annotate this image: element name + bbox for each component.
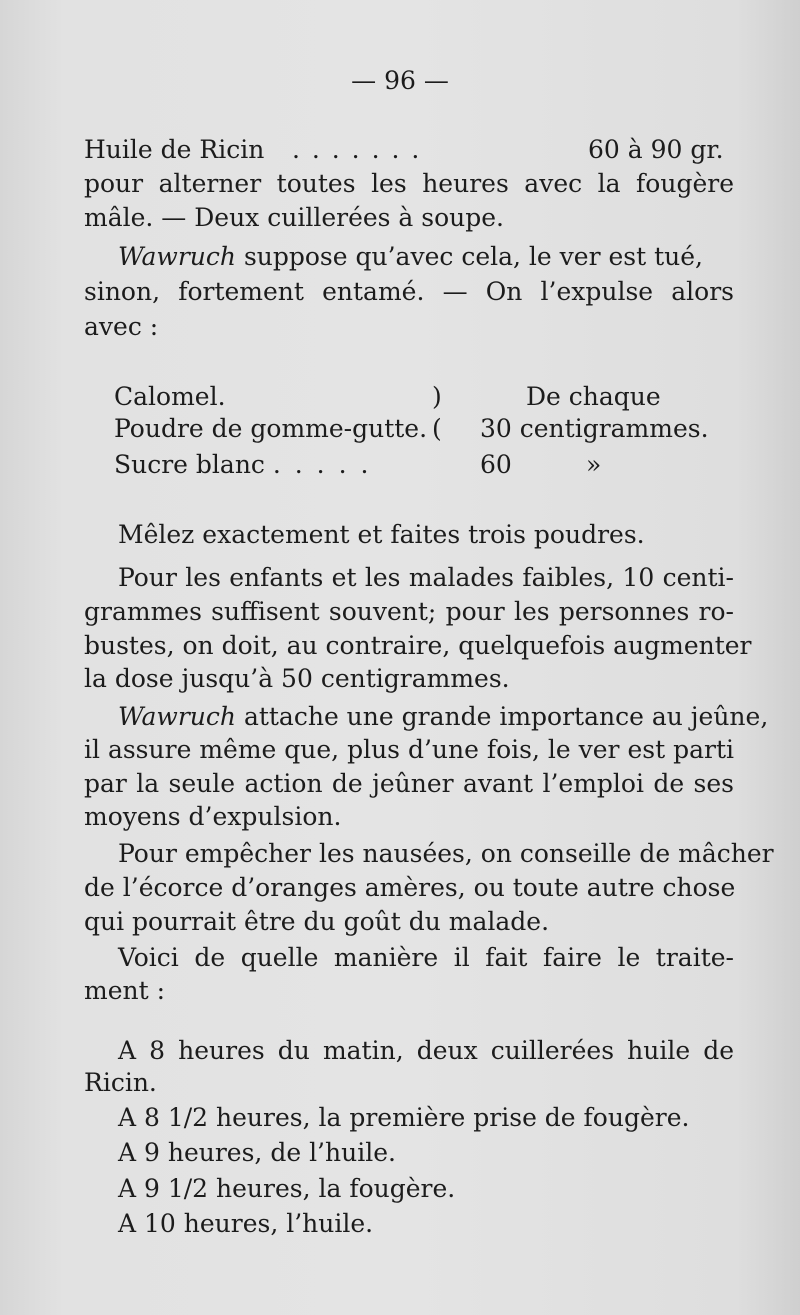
prescription-item: Calomel. <box>114 382 226 411</box>
ingredient-quantity: 60 à 90 gr. <box>588 135 724 164</box>
page-number: — 96 — <box>351 66 449 95</box>
text-line: moyens d’expulsion. <box>84 802 342 831</box>
ingredient-name: Huile de Ricin <box>84 135 265 164</box>
text-line: Pour les enfants et les malades faibles, 10 centi- <box>118 563 734 592</box>
text-line: ment : <box>84 976 166 1005</box>
text-line: la dose jusqu’à 50 centigrammes. <box>84 664 510 693</box>
text-line: il assure même que, plus d’une fois, le ver est parti <box>84 735 734 764</box>
prescription-quantity: De chaque <box>526 382 661 411</box>
text-line: mâle. — Deux cuillerées à soupe. <box>84 203 505 232</box>
prescription-item: Poudre de gomme-gutte. <box>114 414 428 443</box>
text-line: bustes, on doit, au contraire, quelquefois augmenter <box>84 631 752 660</box>
schedule-line: A 9 1/2 heures, la fougère. <box>118 1174 456 1203</box>
text-line: de l’écorce d’oranges amères, ou toute autre chose <box>84 873 736 902</box>
author-name: Wawruch <box>118 702 236 731</box>
schedule-line: A 10 heures, l’huile. <box>118 1209 374 1238</box>
brace-top: ) <box>432 382 442 411</box>
author-name: Wawruch <box>118 242 236 271</box>
text-line: Mêlez exactement et faites trois poudres. <box>118 520 645 549</box>
leader-dots: . . . . . . . <box>292 135 422 164</box>
text-line: pour alterner toutes les heures avec la fougère <box>84 169 734 198</box>
text-fragment: suppose qu’avec cela, le ver est tué, <box>243 242 703 271</box>
text-line: par la seule action de jeûner avant l’emploi de ses <box>84 769 734 798</box>
leader-dots: . . . . . <box>272 450 372 479</box>
ingredient-line-huile <box>84 135 734 165</box>
schedule-line: A 9 heures, de l’huile. <box>118 1138 396 1167</box>
schedule-line: Ricin. <box>84 1068 157 1097</box>
schedule-line: A 8 1/2 heures, la première prise de fougère. <box>118 1103 690 1132</box>
text-fragment: attache une grande importance au jeûne, <box>243 702 769 731</box>
brace-bottom: ( <box>432 414 442 443</box>
prescription-quantity: 30 centigrammes. <box>480 414 709 443</box>
text-line <box>118 242 734 272</box>
text-line: avec : <box>84 312 159 341</box>
prescription-quantity: 60 <box>480 450 512 479</box>
ditto-mark: » <box>586 450 602 479</box>
text-line: Voici de quelle manière il fait faire le traite- <box>118 943 734 972</box>
text-line: grammes suffisent souvent; pour les personnes ro- <box>84 597 734 626</box>
schedule-line: A 8 heures du matin, deux cuillerées huile de <box>118 1036 734 1065</box>
text-line: sinon, fortement entamé. — On l’expulse alors <box>84 277 734 306</box>
text-line <box>118 702 769 732</box>
prescription-item: Sucre blanc . . . . . <box>114 450 372 479</box>
text-line: qui pourrait être du goût du malade. <box>84 907 550 936</box>
text-line: Pour empêcher les nausées, on conseille de mâcher <box>118 839 774 868</box>
